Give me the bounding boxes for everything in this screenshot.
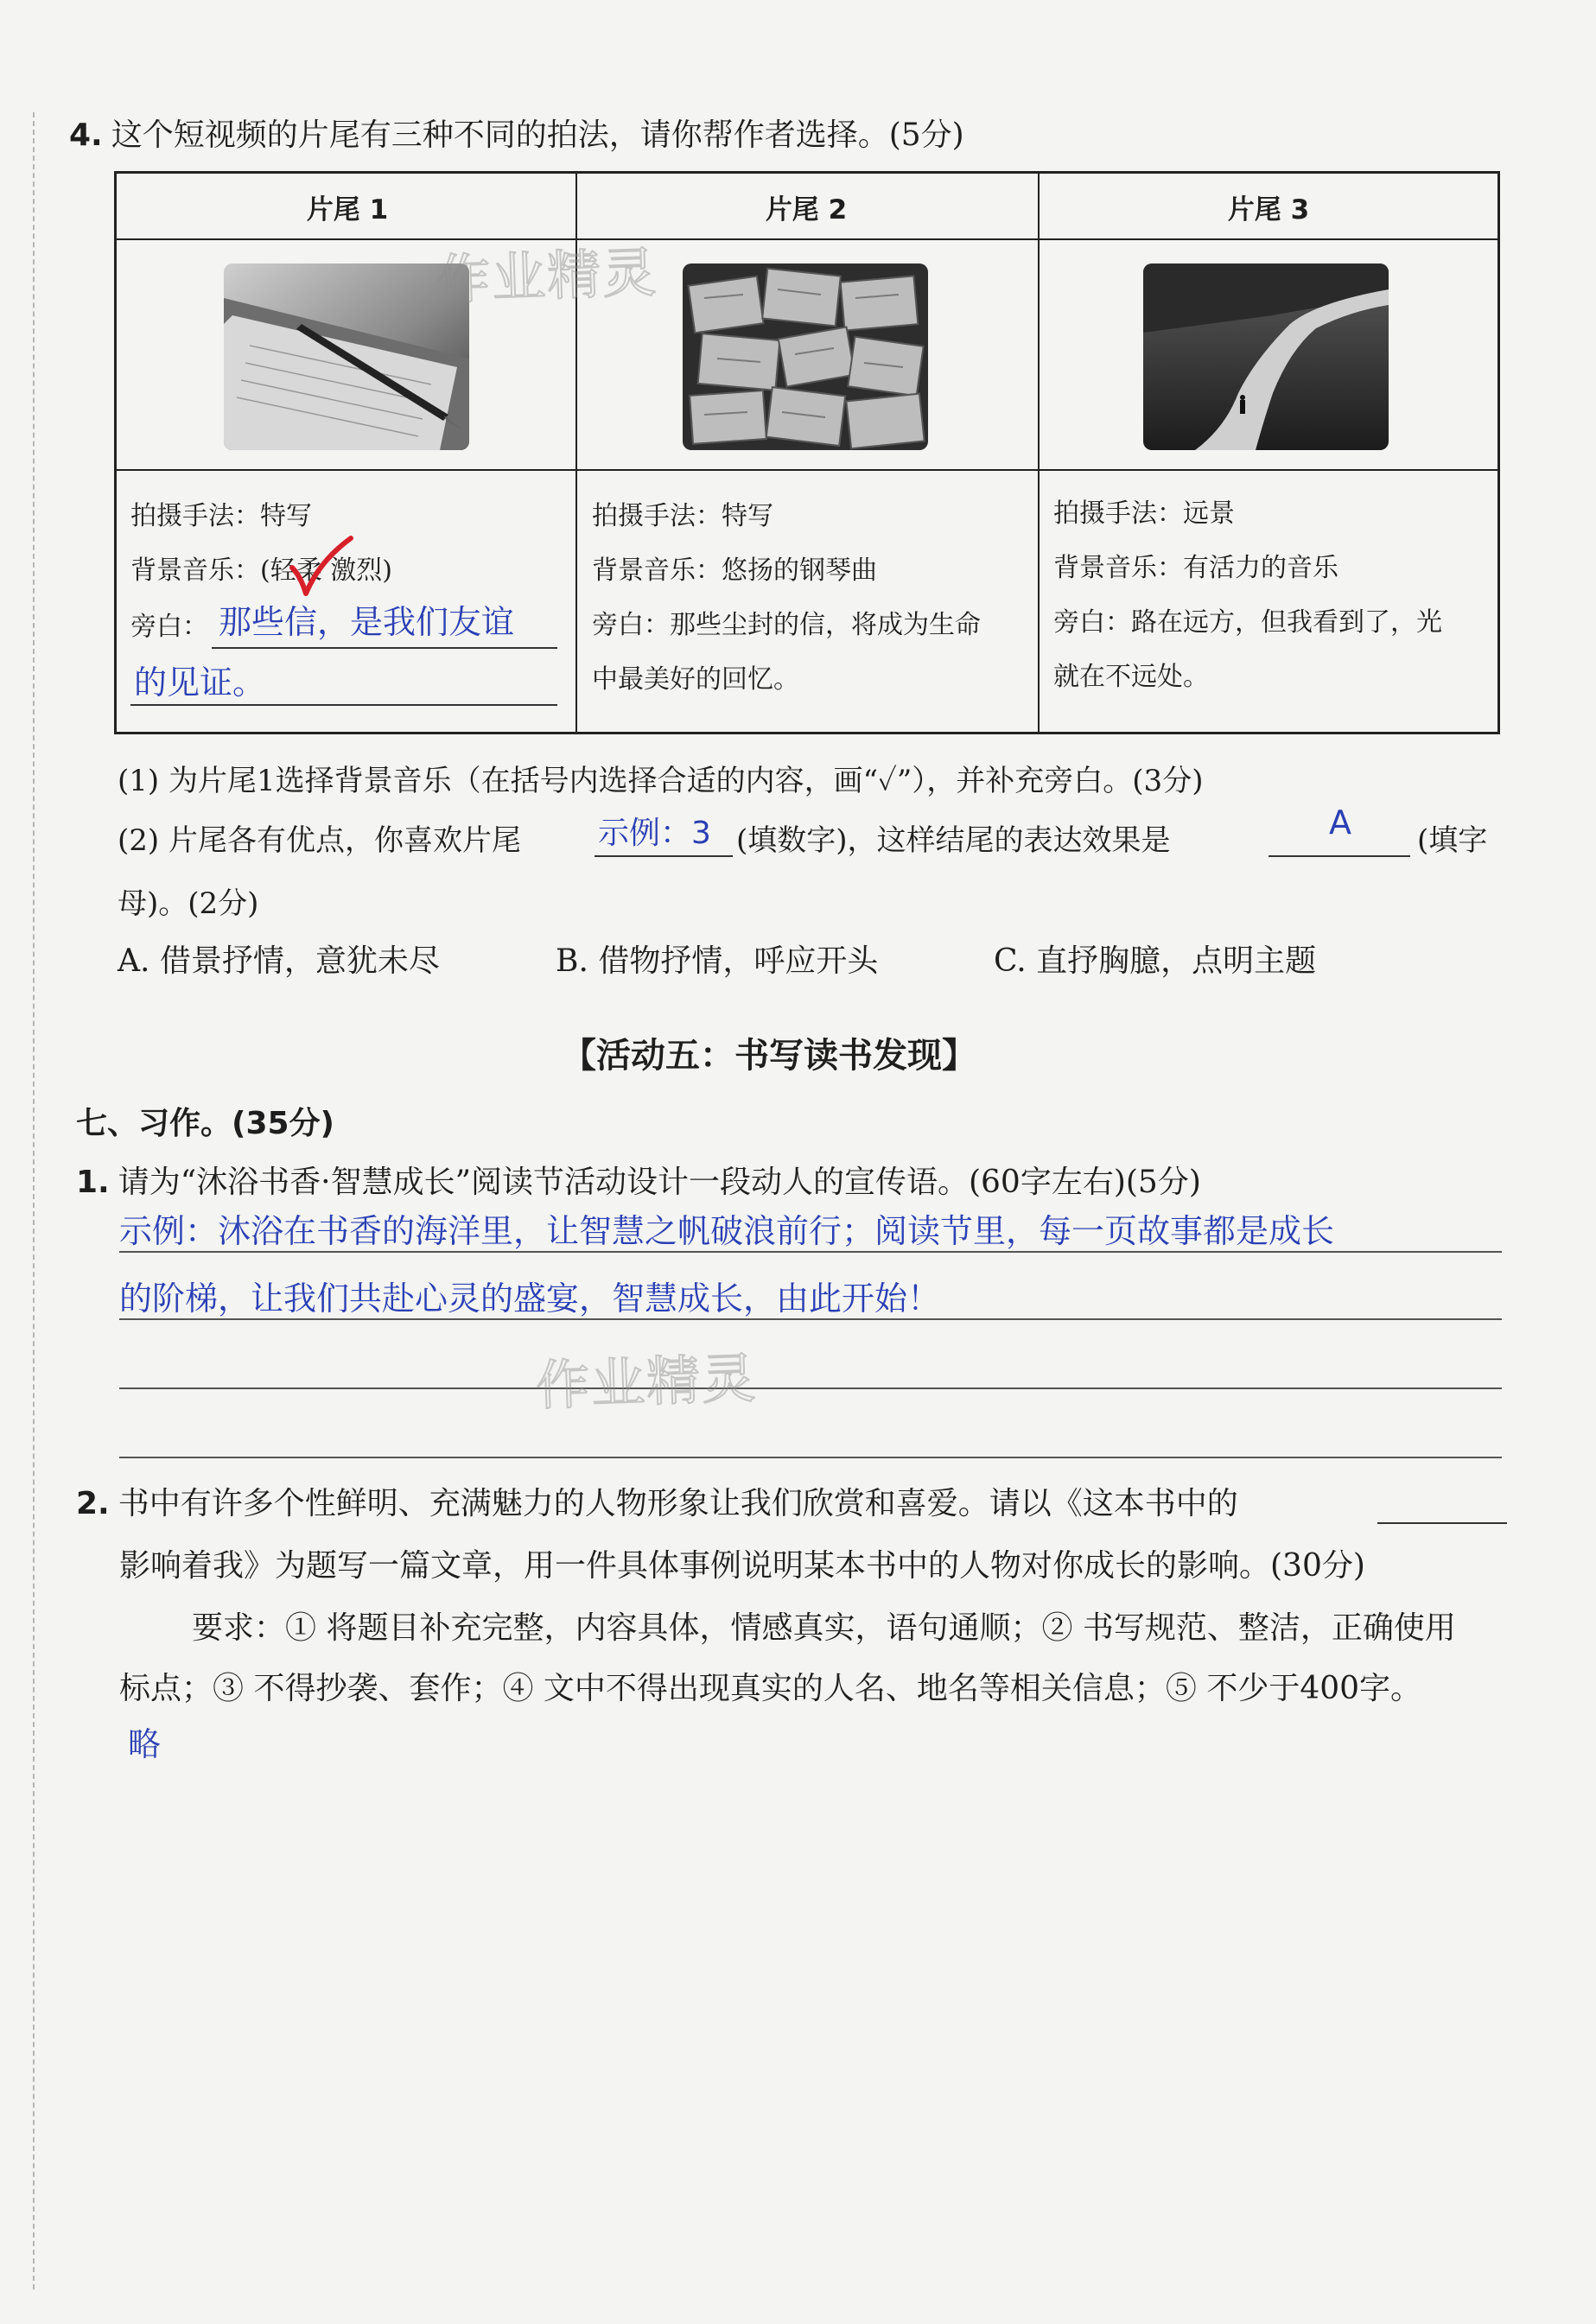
writing-requirements-line-1: 要求：① 将题目补充完整，内容具体，情感真实，语句通顺；② 书写规范、整洁，正确使用 <box>192 1610 1456 1646</box>
q4-sub-2-answer-number: 示例：3 <box>598 816 711 851</box>
watermark-logo: 作业精灵 <box>534 1346 759 1418</box>
photo-stack-of-letters <box>683 264 928 450</box>
question-text: 请为“沐浴书香·智慧成长”阅读节活动设计一段动人的宣传语。(60字左右)(5分) <box>118 1165 1201 1200</box>
writing-2-answer: 略 <box>128 1725 162 1763</box>
ending-1-technique: 拍摄手法：特写 <box>130 501 312 531</box>
column-header-ending-2: 片尾 2 <box>765 194 848 225</box>
checkmark-icon <box>285 535 354 600</box>
music-label: 背景音乐： <box>130 556 260 586</box>
question-4 <box>69 111 964 155</box>
writing-requirements-line-2: 标点；③ 不得抄袭、套作；④ 文中不得出现真实的人名、地名等相关信息；⑤ 不少于400字。 <box>119 1671 1422 1706</box>
option-a: A. 借景抒情，意犹未尽 <box>118 943 440 979</box>
binding-margin-line <box>33 112 35 2289</box>
table-divider <box>117 238 1497 240</box>
table-divider <box>117 469 1497 471</box>
photo-road-into-distance <box>1143 264 1389 450</box>
table-divider <box>1038 174 1040 732</box>
ending-2-narration-2: 中最美好的回忆。 <box>592 664 799 695</box>
music-options: (轻柔 激烈) <box>260 556 392 586</box>
ending-1-narration-label: 旁白： <box>130 612 208 642</box>
writing-question-2-line-2: 影响着我》为题写一篇文章，用一件具体事例说明某本书中的人物对你成长的影响。(30分) <box>119 1548 1365 1584</box>
question-number: 4. <box>69 117 103 153</box>
writing-question-1 <box>76 1158 1201 1202</box>
q4-sub-2-answer-letter: A <box>1329 803 1351 841</box>
q4-sub-2-part-a: (2) 片尾各有优点，你喜欢片尾 <box>118 823 521 858</box>
section-seven-heading: 七、习作。(35分) <box>76 1106 335 1141</box>
writing-line <box>119 1457 1502 1458</box>
writing-line <box>119 1387 1502 1389</box>
q4-sub-2-part-c: (填字 <box>1417 823 1488 858</box>
answer-blank-line <box>1269 855 1410 857</box>
question-text: 这个短视频的片尾有三种不同的拍法，请你帮作者选择。(5分) <box>111 117 964 153</box>
answer-blank-line <box>130 704 557 706</box>
watermark-logo: 作业精灵 <box>435 240 659 312</box>
ending-1-narration-answer-1: 那些信，是我们友谊 <box>219 603 515 641</box>
question-text: 书中有许多个性鲜明、充满魅力的人物形象让我们欣赏和喜爱。请以《这本书中的 <box>118 1486 1238 1521</box>
answer-blank-line <box>212 647 557 649</box>
q4-sub-2-part-d: 母)。(2分) <box>118 886 259 921</box>
ending-3-technique: 拍摄手法：远景 <box>1053 498 1235 529</box>
writing-1-answer-line-1: 示例：沐浴在书香的海洋里，让智慧之帆破浪前行；阅读节里，每一页故事都是成长 <box>119 1212 1335 1250</box>
ending-options-table <box>114 171 1500 734</box>
ending-2-technique: 拍摄手法：特写 <box>592 501 773 531</box>
column-header-ending-3: 片尾 3 <box>1227 194 1310 225</box>
writing-line <box>119 1251 1502 1253</box>
activity-five-title: 【活动五：书写读书发现】 <box>562 1036 976 1076</box>
ending-2-music: 背景音乐：悠扬的钢琴曲 <box>592 556 877 586</box>
option-c: C. 直抒胸臆，点明主题 <box>994 943 1317 979</box>
column-header-ending-1: 片尾 1 <box>306 194 389 225</box>
q4-sub-2-part-b: (填数字)，这样结尾的表达效果是 <box>736 823 1171 858</box>
ending-3-music: 背景音乐：有活力的音乐 <box>1053 553 1338 583</box>
ending-3-narration-2: 就在不远处。 <box>1053 662 1209 692</box>
ending-3-narration-1: 旁白：路在远方，但我看到了，光 <box>1053 607 1442 638</box>
photo-pen-notebook <box>224 264 469 450</box>
writing-line <box>119 1318 1502 1320</box>
question-number: 2. <box>76 1486 110 1521</box>
writing-1-answer-line-2: 的阶梯，让我们共赴心灵的盛宴，智慧成长，由此开始！ <box>119 1279 941 1318</box>
q4-sub-1: (1) 为片尾1选择背景音乐（在括号内选择合适的内容，画“✓”），并补充旁白。(3分) <box>118 764 1204 798</box>
option-b: B. 借物抒情，呼应开头 <box>556 943 879 979</box>
writing-question-2-line-1 <box>76 1479 1238 1523</box>
question-number: 1. <box>76 1165 110 1200</box>
title-blank-line <box>1377 1522 1507 1524</box>
ending-2-narration-1: 旁白：那些尘封的信，将成为生命 <box>592 610 981 640</box>
answer-blank-line <box>595 855 733 857</box>
ending-1-narration-answer-2: 的见证。 <box>134 664 266 702</box>
